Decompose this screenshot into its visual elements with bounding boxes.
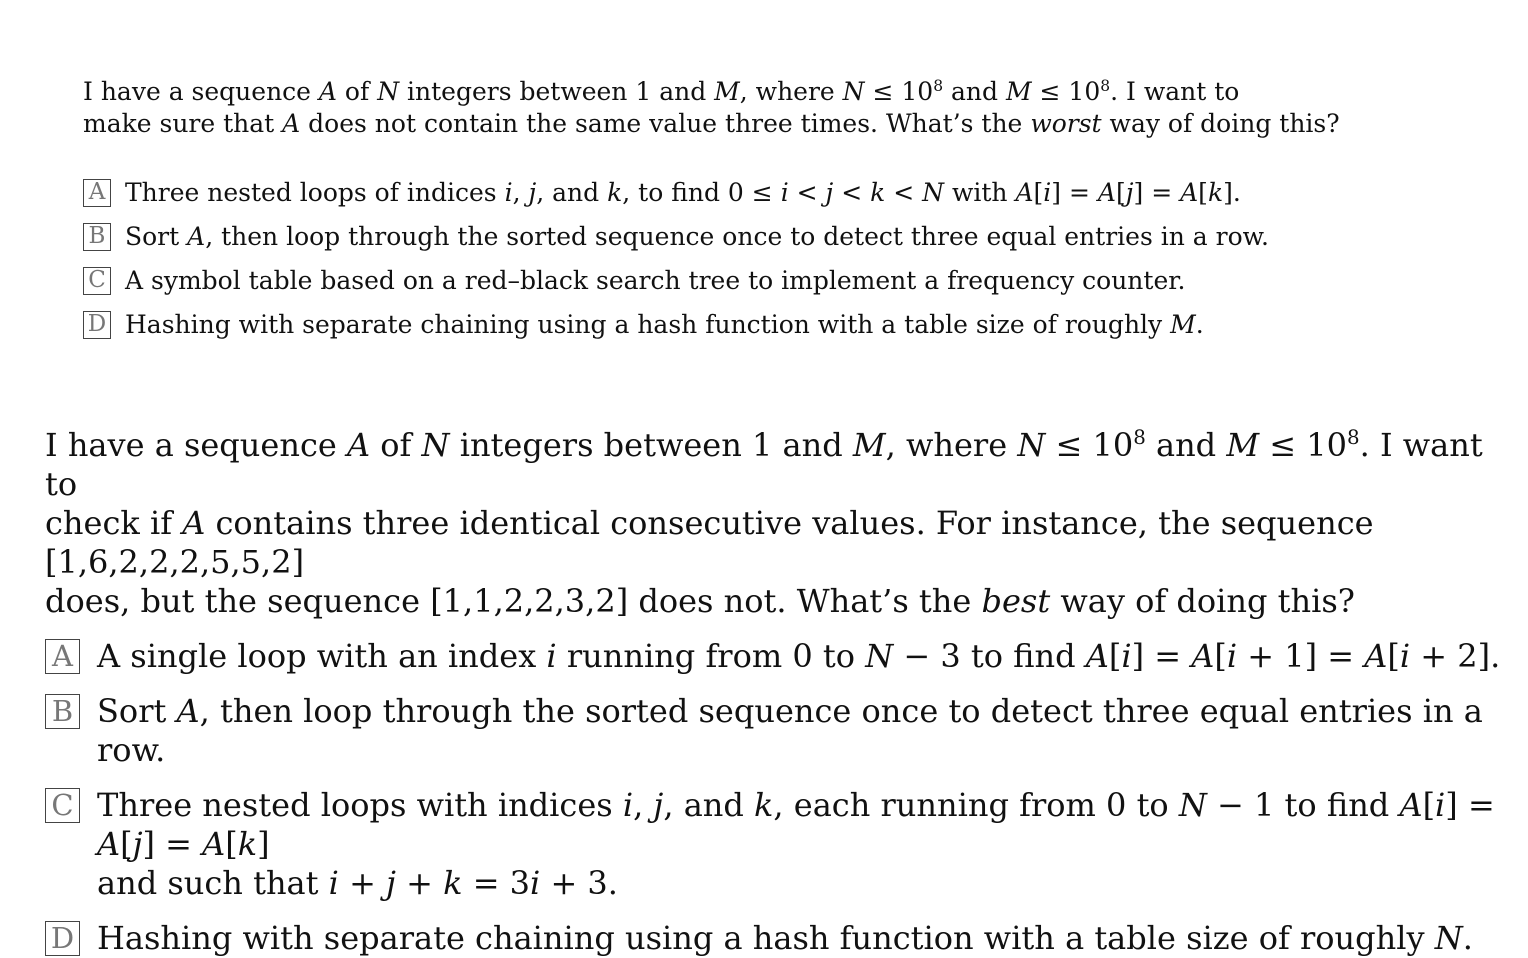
option-text: Hashing with separate chaining using a hash function with a table size of roughly M. xyxy=(125,310,1204,339)
question-1 xyxy=(83,76,1483,354)
question-1-stem: I have a sequence A of N integers between 1 and M, where $N \le 10^8$ and $M \le 10^8$. I want to make sure that A does not contain the same value three times. What’s the worst way of doing this? xyxy=(83,76,1340,138)
option-letter-box[interactable]: A xyxy=(45,639,80,674)
question-2 xyxy=(45,426,1515,958)
question-1-option-d[interactable] xyxy=(83,310,1483,354)
emphasis-best: best xyxy=(981,582,1051,620)
option-letter-box[interactable]: C xyxy=(83,267,111,295)
option-letter-box[interactable]: C xyxy=(45,788,80,823)
question-1-option-c[interactable] xyxy=(83,266,1483,310)
option-text: Hashing with separate chaining using a hash function with a table size of roughly N. xyxy=(97,919,1473,957)
question-2-stem: I have a sequence A of N integers between 1 and M, where $N \le 10^8$ and $M \le 10^8$. I want to check if A contains three identical consecutive values. For instance, the sequence [1,6,2,2,2,5,5,2] does, but the sequence [1,1,2,2,3,2] does not. What’s the best way of doing this? xyxy=(45,426,1483,620)
question-2-options xyxy=(45,637,1515,958)
question-2-option-a[interactable] xyxy=(45,637,1515,676)
option-text: A single loop with an index i running from 0 to N − 3 to find A[i] = A[i + 1] = A[i + 2]. xyxy=(97,637,1501,675)
option-letter-box[interactable]: D xyxy=(45,921,80,956)
option-letter-box[interactable]: B xyxy=(45,694,80,729)
emphasis-worst: worst xyxy=(1030,109,1102,138)
question-2-option-d[interactable] xyxy=(45,919,1515,958)
question-1-options xyxy=(83,178,1483,354)
question-2-option-b[interactable] xyxy=(45,692,1515,770)
option-letter-box[interactable]: B xyxy=(83,223,111,251)
question-1-option-b[interactable] xyxy=(83,222,1483,266)
option-text: A symbol table based on a red–black search tree to implement a frequency counter. xyxy=(125,266,1186,295)
option-text: Three nested loops of indices i, j, and k, to find 0 ≤ i < j < k < N with A[i] = A[j] = A[k]. xyxy=(125,178,1241,207)
option-text: Sort A, then loop through the sorted sequence once to detect three equal entries in a row. xyxy=(125,222,1269,251)
question-2-option-c[interactable] xyxy=(45,786,1515,903)
option-text: Three nested loops with indices i, j, and k, each running from 0 to N − 1 to find A[i] = A[j] = A[k] and such that i + j + k = 3i + 3. xyxy=(97,786,1495,902)
option-letter-box[interactable]: A xyxy=(83,179,111,207)
option-text: Sort A, then loop through the sorted sequence once to detect three equal entries in a row. xyxy=(97,692,1483,769)
option-letter-box[interactable]: D xyxy=(83,311,111,339)
question-1-option-a[interactable] xyxy=(83,178,1483,222)
